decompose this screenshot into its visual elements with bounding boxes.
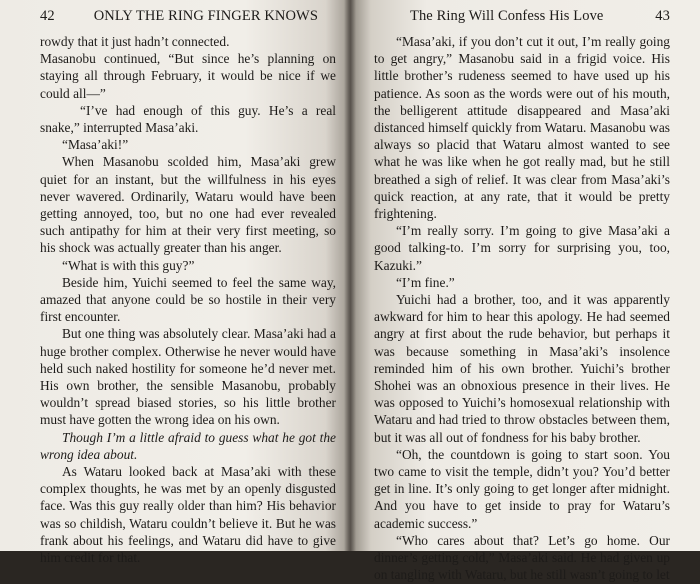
left-page (0, 0, 350, 566)
paragraph: “I’ve had enough of this guy. He’s a real snake,” interrupted Masa’aki. (40, 102, 336, 136)
left-page-header (40, 8, 336, 30)
right-running-head: The Ring Will Confess His Love (410, 8, 604, 24)
right-page-body (374, 33, 670, 584)
paragraph: “What is with this guy?” (62, 257, 195, 273)
paragraph: But one thing was absolutely clear. Masa’aki had a huge brother complex. Otherwise he never would have held such naked hostility for someone he’d never met. His own brother, the sensible Masanobu, probably wouldn’t spread biased stories, so his little brother must have gotten the wrong idea on his own. (40, 326, 336, 428)
paragraph: rowdy that it just hadn’t connected. (40, 34, 230, 49)
left-page-body (40, 33, 336, 566)
paragraph: Masanobu continued, “But since he’s planning on staying all through February, it would be nice if we could all—” (40, 51, 336, 101)
paragraph: “Who cares about that? Let’s go home. Our dinner’s getting cold,” Masa’aki said. He had given up on tangling with Wataru, but he still wasn’t going to let (374, 532, 670, 583)
paragraph: “Oh, the countdown is going to start soon. You two came to visit the temple, didn’t you? You’d better get in line. It’s only going to get longer after midnight. And you have to get inside to pray for Wataru’s academic success.” (374, 446, 670, 531)
paragraph: “I’m really sorry. I’m going to give Masa’aki a good talking-to. I’m sorry for surprising you, too, Kazuki.” (374, 223, 670, 273)
right-page-header (374, 8, 670, 30)
paragraph: “Masa’aki, if you don’t cut it out, I’m really going to get angry,” Masanobu said in a frigid voice. His little brother’s rudeness seemed to have used up his patience. As soon as the words were out of his mouth, the belligerent attitude disappeared and Masa’aki distanced himself quickly from Wataru. Masanobu was always so placid that Wataru almost wanted to see what he was like when he got really mad, but he still breathed a sigh of relief. It was clear from Masa’aki’s quick reaction, at any rate, that it would be pretty frightening. (374, 34, 670, 222)
paragraph: When Masanobu scolded him, Masa’aki grew quiet for an instant, but the willfulness in his eyes never wavered. Ordinarily, Wataru would have been getting annoyed, too, but no one had ever revealed such antipathy for him at their very first meeting, so his shock was actually greater than his anger. (40, 154, 336, 256)
right-page (350, 0, 700, 583)
italic-thought: Though I’m a little afraid to guess what he got the wrong idea about. (40, 429, 336, 462)
left-running-head: ONLY THE RING FINGER KNOWS (93, 8, 318, 24)
paragraph: “I’m fine.” (396, 274, 455, 290)
paragraph: Beside him, Yuichi seemed to feel the same way, amazed that anyone could be so hostile in their very first encounter. (40, 274, 336, 325)
paragraph: “Masa’aki!” (62, 137, 129, 153)
paragraph: As Wataru looked back at Masa’aki with these complex thoughts, he was met by an openly disgusted face. Was this guy really older than him? His behavior was so childish, Wataru couldn’t believe it. But he was frank about his feelings, and Wataru did have to give him credit for that. (40, 464, 336, 566)
paragraph: Yuichi had a brother, too, and it was apparently awkward for him to hear this apology. He had seemed angry at first about the rude behavior, but perhaps it was because something in Masa’aki’s insolence reminded him of his own brother. Yuichi’s brother Shohei was an obnoxious presence in their lives. He was opposed to Yuichi’s homosexual relationship with Wataru and had tried to throw obstacles between them, but it was all out of fondness for his baby brother. (374, 292, 670, 445)
left-page-number: 42 (40, 8, 55, 24)
right-page-number: 43 (655, 8, 670, 24)
